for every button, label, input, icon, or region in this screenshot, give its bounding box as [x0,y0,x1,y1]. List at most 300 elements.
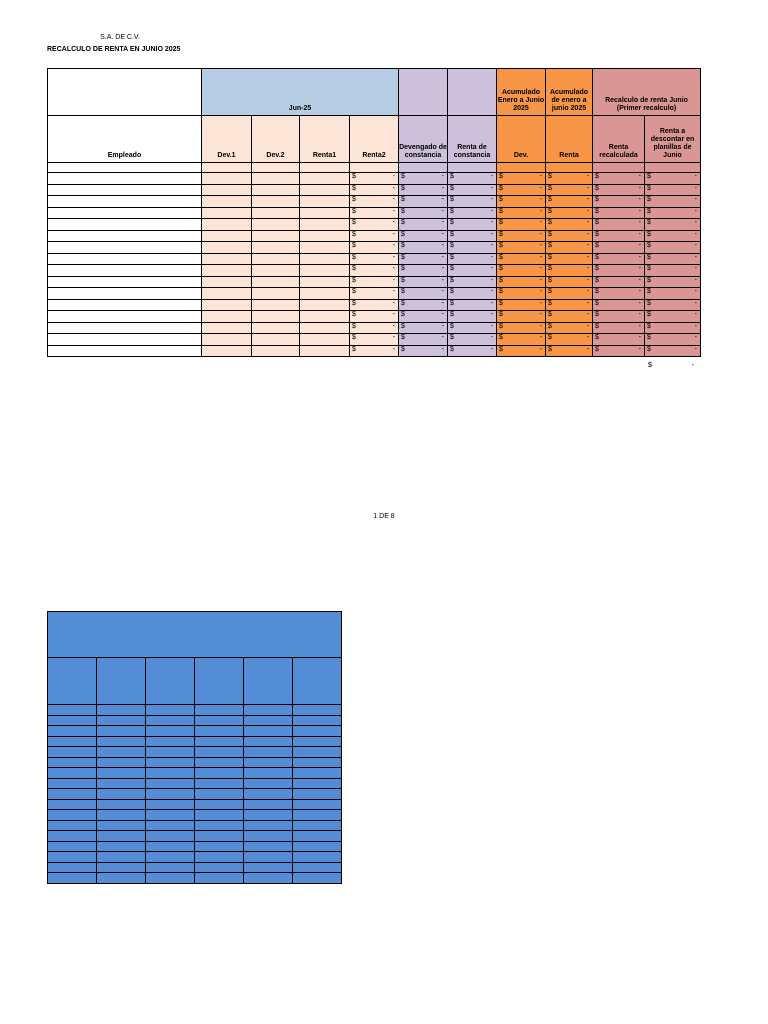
renta1-cell [300,322,350,334]
devengado-cell [399,311,448,323]
currency-symbol: $ [450,207,454,215]
amount-value: - [586,207,589,215]
renta-constancia-cell [448,276,497,288]
renta-constancia-cell [448,196,497,208]
amount-value: - [392,276,395,284]
blue-summary-table [47,611,342,884]
amount-value: - [539,322,542,330]
currency-symbol: $ [548,288,552,295]
employee-cell [48,253,202,265]
blue-cell [97,705,146,716]
blue-cell [48,831,97,842]
amount-value: - [694,253,698,261]
blue-cell [195,768,244,779]
table-row [48,276,701,288]
amount-value: - [586,334,589,341]
renta-descontar-cell [645,184,701,196]
amount-value: - [586,322,589,330]
currency-symbol: $ [401,184,405,192]
currency-symbol: $ [647,173,651,180]
renta-recalculada-cell [593,173,645,185]
accum-renta-cell [546,242,593,254]
blue-cell [146,841,195,852]
accum-renta-cell [546,173,593,185]
blue-cell [293,715,342,726]
blue-cell [146,768,195,779]
blue-cell [97,726,146,737]
currency-symbol: $ [647,230,651,238]
accum-renta-cell [546,345,593,357]
renta-constancia-cell [448,173,497,185]
renta-descontar-cell [645,345,701,357]
currency-symbol: $ [548,253,552,261]
table-row [48,253,701,265]
renta-constancia-cell [448,265,497,277]
currency-symbol: $ [352,207,356,215]
amount-value: - [586,230,589,238]
amount-value: - [392,253,395,261]
dev2-cell [252,242,300,254]
blue-cell [244,831,293,842]
currency-symbol: $ [401,173,405,180]
amount-value: - [638,311,641,318]
blue-cell [97,820,146,831]
dev-column-header: Dev. [497,116,546,163]
blue-cell [244,862,293,873]
renta1-cell [300,299,350,311]
amount-value: - [586,219,589,226]
devengado-cell [399,288,448,300]
amount-value: - [586,299,589,307]
blue-cell [146,810,195,821]
blue-cell [195,726,244,737]
amount-value: - [586,173,589,180]
blue-cell [195,820,244,831]
blue-cell [293,841,342,852]
currency-symbol: $ [499,276,503,284]
renta2-cell [350,334,399,346]
renta-descontar-cell [645,276,701,288]
amount-value: - [586,242,589,249]
blue-cell [48,612,342,658]
amount-value: - [490,334,493,341]
employee-cell [48,230,202,242]
devengado-cell [399,196,448,208]
blue-cell [48,789,97,800]
currency-symbol: $ [499,345,503,353]
amount-value: - [392,265,395,272]
dev1-cell [202,184,252,196]
blue-data-row [48,852,342,863]
dev2-cell [252,253,300,265]
table-row [48,299,701,311]
blue-cell [146,789,195,800]
accum-dev-cell [497,265,546,277]
blue-cell [48,768,97,779]
page-number: 1 DE 8 [373,513,395,520]
dev1-column-header: Dev.1 [202,116,252,163]
currency-symbol: $ [595,345,599,353]
renta1-cell [300,173,350,185]
currency-symbol: $ [548,242,552,249]
amount-value: - [490,311,493,318]
blue-cell [146,799,195,810]
amount-value: - [490,184,493,192]
amount-value: - [694,265,698,272]
amount-value: - [490,219,493,226]
blue-cell [97,831,146,842]
currency-symbol: $ [499,299,503,307]
currency-symbol: $ [401,265,405,272]
blue-cell [195,747,244,758]
dev2-cell [252,184,300,196]
currency-symbol: $ [595,288,599,295]
currency-symbol: $ [352,276,356,284]
blue-cell [48,658,97,705]
currency-symbol: $ [499,196,503,203]
renta-constancia-cell [448,219,497,231]
blue-data-row [48,799,342,810]
currency-symbol: $ [450,311,454,318]
currency-symbol: $ [352,173,356,180]
blue-cell [48,862,97,873]
renta-recalculada-cell [593,288,645,300]
renta2-cell [350,265,399,277]
accum-renta-cell [546,196,593,208]
currency-symbol: $ [352,288,356,295]
blue-data-row [48,873,342,884]
blue-cell [244,799,293,810]
amount-value: - [490,276,493,284]
renta-recalculada-cell [593,276,645,288]
amount-value: - [539,253,542,261]
blue-data-row [48,768,342,779]
renta2-cell [350,230,399,242]
renta-descontar-cell [645,265,701,277]
currency-symbol: $ [352,196,356,203]
table-row [48,288,701,300]
currency-symbol: $ [352,230,356,238]
blue-cell [146,873,195,884]
employee-cell [48,196,202,208]
spacer-cell [350,163,399,173]
dev2-cell [252,311,300,323]
employee-cell [48,219,202,231]
currency-symbol: $ [352,311,356,318]
currency-symbol: $ [401,288,405,295]
currency-symbol: $ [450,196,454,203]
currency-symbol: $ [450,265,454,272]
blue-cell [195,841,244,852]
currency-symbol: $ [647,253,651,261]
period-header: Jun-25 [202,69,399,116]
amount-value: - [392,219,395,226]
currency-symbol: $ [401,253,405,261]
blue-cell [293,747,342,758]
amount-value: - [490,288,493,295]
renta-constancia-cell [448,299,497,311]
currency-symbol: $ [450,219,454,226]
dev1-cell [202,334,252,346]
blue-cell [146,658,195,705]
renta1-cell [300,311,350,323]
currency-symbol: $ [548,196,552,203]
renta-recalculada-cell [593,322,645,334]
spacer-cell [48,163,202,173]
blue-cell [293,852,342,863]
renta1-cell [300,230,350,242]
amount-value: - [392,230,395,238]
dev2-cell [252,230,300,242]
dev1-cell [202,196,252,208]
amount-value: - [392,184,395,192]
company-name: S.A. DE C.V. [100,34,140,41]
currency-symbol: $ [647,299,651,307]
accum-renta-cell [546,276,593,288]
currency-symbol: $ [595,184,599,192]
blue-cell [244,873,293,884]
amount-value: - [392,196,395,203]
spacer-cell [300,163,350,173]
renta2-cell [350,207,399,219]
currency-symbol: $ [450,230,454,238]
amount-value: - [638,265,641,272]
currency-symbol: $ [595,173,599,180]
renta1-cell [300,276,350,288]
amount-value: - [490,173,493,180]
renta-descontar-cell [645,173,701,185]
blue-cell [195,862,244,873]
renta-constancia-cell [448,242,497,254]
amount-value: - [441,322,444,330]
blue-cell [48,778,97,789]
renta-descontar-cell [645,242,701,254]
blue-cell [293,726,342,737]
renta1-cell [300,184,350,196]
currency-symbol: $ [499,311,503,318]
amount-value: - [441,276,444,284]
amount-value: - [392,299,395,307]
table-row [48,334,701,346]
renta-recalculada-cell [593,184,645,196]
currency-symbol: $ [352,253,356,261]
blue-cell [195,658,244,705]
currency-symbol: $ [647,288,651,295]
currency-symbol: $ [352,322,356,330]
currency-symbol: $ [548,219,552,226]
renta-constancia-cell [448,184,497,196]
renta1-cell [300,219,350,231]
amount-value: - [694,173,698,180]
amount-value: - [539,265,542,272]
currency-symbol: $ [499,334,503,341]
amount-value: - [539,345,542,353]
renta-recalculada-cell [593,196,645,208]
currency-symbol: $ [499,173,503,180]
blue-column-row [48,658,342,705]
blue-cell [146,852,195,863]
currency-symbol: $ [401,311,405,318]
table-row [48,173,701,185]
currency-symbol: $ [352,242,356,249]
currency-symbol: $ [595,242,599,249]
amount-value: - [638,173,641,180]
table-row [48,265,701,277]
blue-cell [48,705,97,716]
amount-value: - [638,219,641,226]
renta-constancia-cell [448,207,497,219]
blue-cell [146,820,195,831]
amount-value: - [586,276,589,284]
spacer-row [48,163,701,173]
currency-symbol: $ [647,265,651,272]
table-row [48,184,701,196]
spacer-cell [645,163,701,173]
renta-recalculada-cell [593,334,645,346]
amount-value: - [694,334,698,341]
blue-cell [146,715,195,726]
dev2-cell [252,322,300,334]
amount-value: - [539,288,542,295]
blue-data-row [48,736,342,747]
amount-value: - [441,230,444,238]
blue-data-row [48,747,342,758]
column-header-row [48,116,701,163]
blue-cell [244,747,293,758]
renta-recalculada-cell [593,207,645,219]
renta1-cell [300,207,350,219]
dev1-cell [202,276,252,288]
amount-value: - [392,288,395,295]
blue-cell [48,757,97,768]
currency-symbol: $ [401,242,405,249]
blue-cell [146,705,195,716]
currency-symbol: $ [647,276,651,284]
blue-cell [48,852,97,863]
amount-value: - [638,299,641,307]
renta-constancia-cell [448,311,497,323]
dev1-cell [202,288,252,300]
accum-renta-cell [546,288,593,300]
table-row [48,322,701,334]
blue-cell [146,747,195,758]
grand-total [646,362,694,372]
blue-data-row [48,831,342,842]
amount-value: - [694,207,698,215]
amount-value: - [539,196,542,203]
blue-data-row [48,862,342,873]
amount-value: - [441,184,444,192]
renta-recalculada-cell [593,230,645,242]
table-row [48,207,701,219]
currency-symbol: $ [595,196,599,203]
dev2-cell [252,219,300,231]
currency-symbol: $ [548,173,552,180]
renta2-cell [350,276,399,288]
employee-cell [48,334,202,346]
amount-value: - [490,230,493,238]
blue-cell [97,768,146,779]
amount-value: - [490,322,493,330]
renta-constancia-cell [448,253,497,265]
dev1-cell [202,345,252,357]
blue-cell [97,789,146,800]
amount-value: - [441,173,444,180]
blue-cell [244,705,293,716]
accum-dev-cell [497,196,546,208]
employee-cell [48,276,202,288]
blue-cell [146,726,195,737]
blue-header-row [48,612,342,658]
employee-cell [48,288,202,300]
amount-value: - [539,334,542,341]
blue-cell [293,789,342,800]
currency-symbol: $ [450,299,454,307]
amount-value: - [539,230,542,238]
amount-value: - [638,334,641,341]
blue-cell [195,757,244,768]
spacer-cell [448,163,497,173]
blue-cell [195,778,244,789]
accum-dev-cell [497,299,546,311]
amount-value: - [490,265,493,272]
employee-group-header [48,69,202,116]
blue-cell [293,831,342,842]
amount-value: - [441,253,444,261]
blue-data-row [48,810,342,821]
currency-symbol: $ [352,265,356,272]
currency-symbol: $ [595,207,599,215]
blue-cell [48,873,97,884]
renta-column-header: Renta [546,116,593,163]
amount-value: - [586,345,589,353]
blue-cell [97,736,146,747]
blue-cell [244,852,293,863]
accum-dev-cell [497,311,546,323]
amount-value: - [392,173,395,180]
blue-cell [293,768,342,779]
renta-constancia-group-header [448,69,497,116]
currency-symbol: $ [548,322,552,330]
amount-value: - [638,230,641,238]
currency-symbol: $ [595,276,599,284]
renta1-cell [300,242,350,254]
devengado-cell [399,334,448,346]
table-row [48,196,701,208]
devengado-cell [399,265,448,277]
amount-value: - [638,184,641,192]
currency-symbol: $ [595,299,599,307]
blue-cell [293,778,342,789]
dev1-cell [202,230,252,242]
currency-symbol: $ [352,184,356,192]
dev1-cell [202,311,252,323]
amount-value: - [441,334,444,341]
devengado-column-header: Devengado de constancia [399,116,448,163]
amount-value: - [539,219,542,226]
devengado-cell [399,230,448,242]
amount-value: - [694,276,698,284]
accum-dev-cell [497,334,546,346]
currency-symbol: $ [450,242,454,249]
blue-cell [244,736,293,747]
devengado-cell [399,322,448,334]
blue-cell [244,820,293,831]
amount-value: - [490,345,493,353]
accum-dev-cell [497,276,546,288]
devengado-cell [399,242,448,254]
amount-value: - [539,173,542,180]
